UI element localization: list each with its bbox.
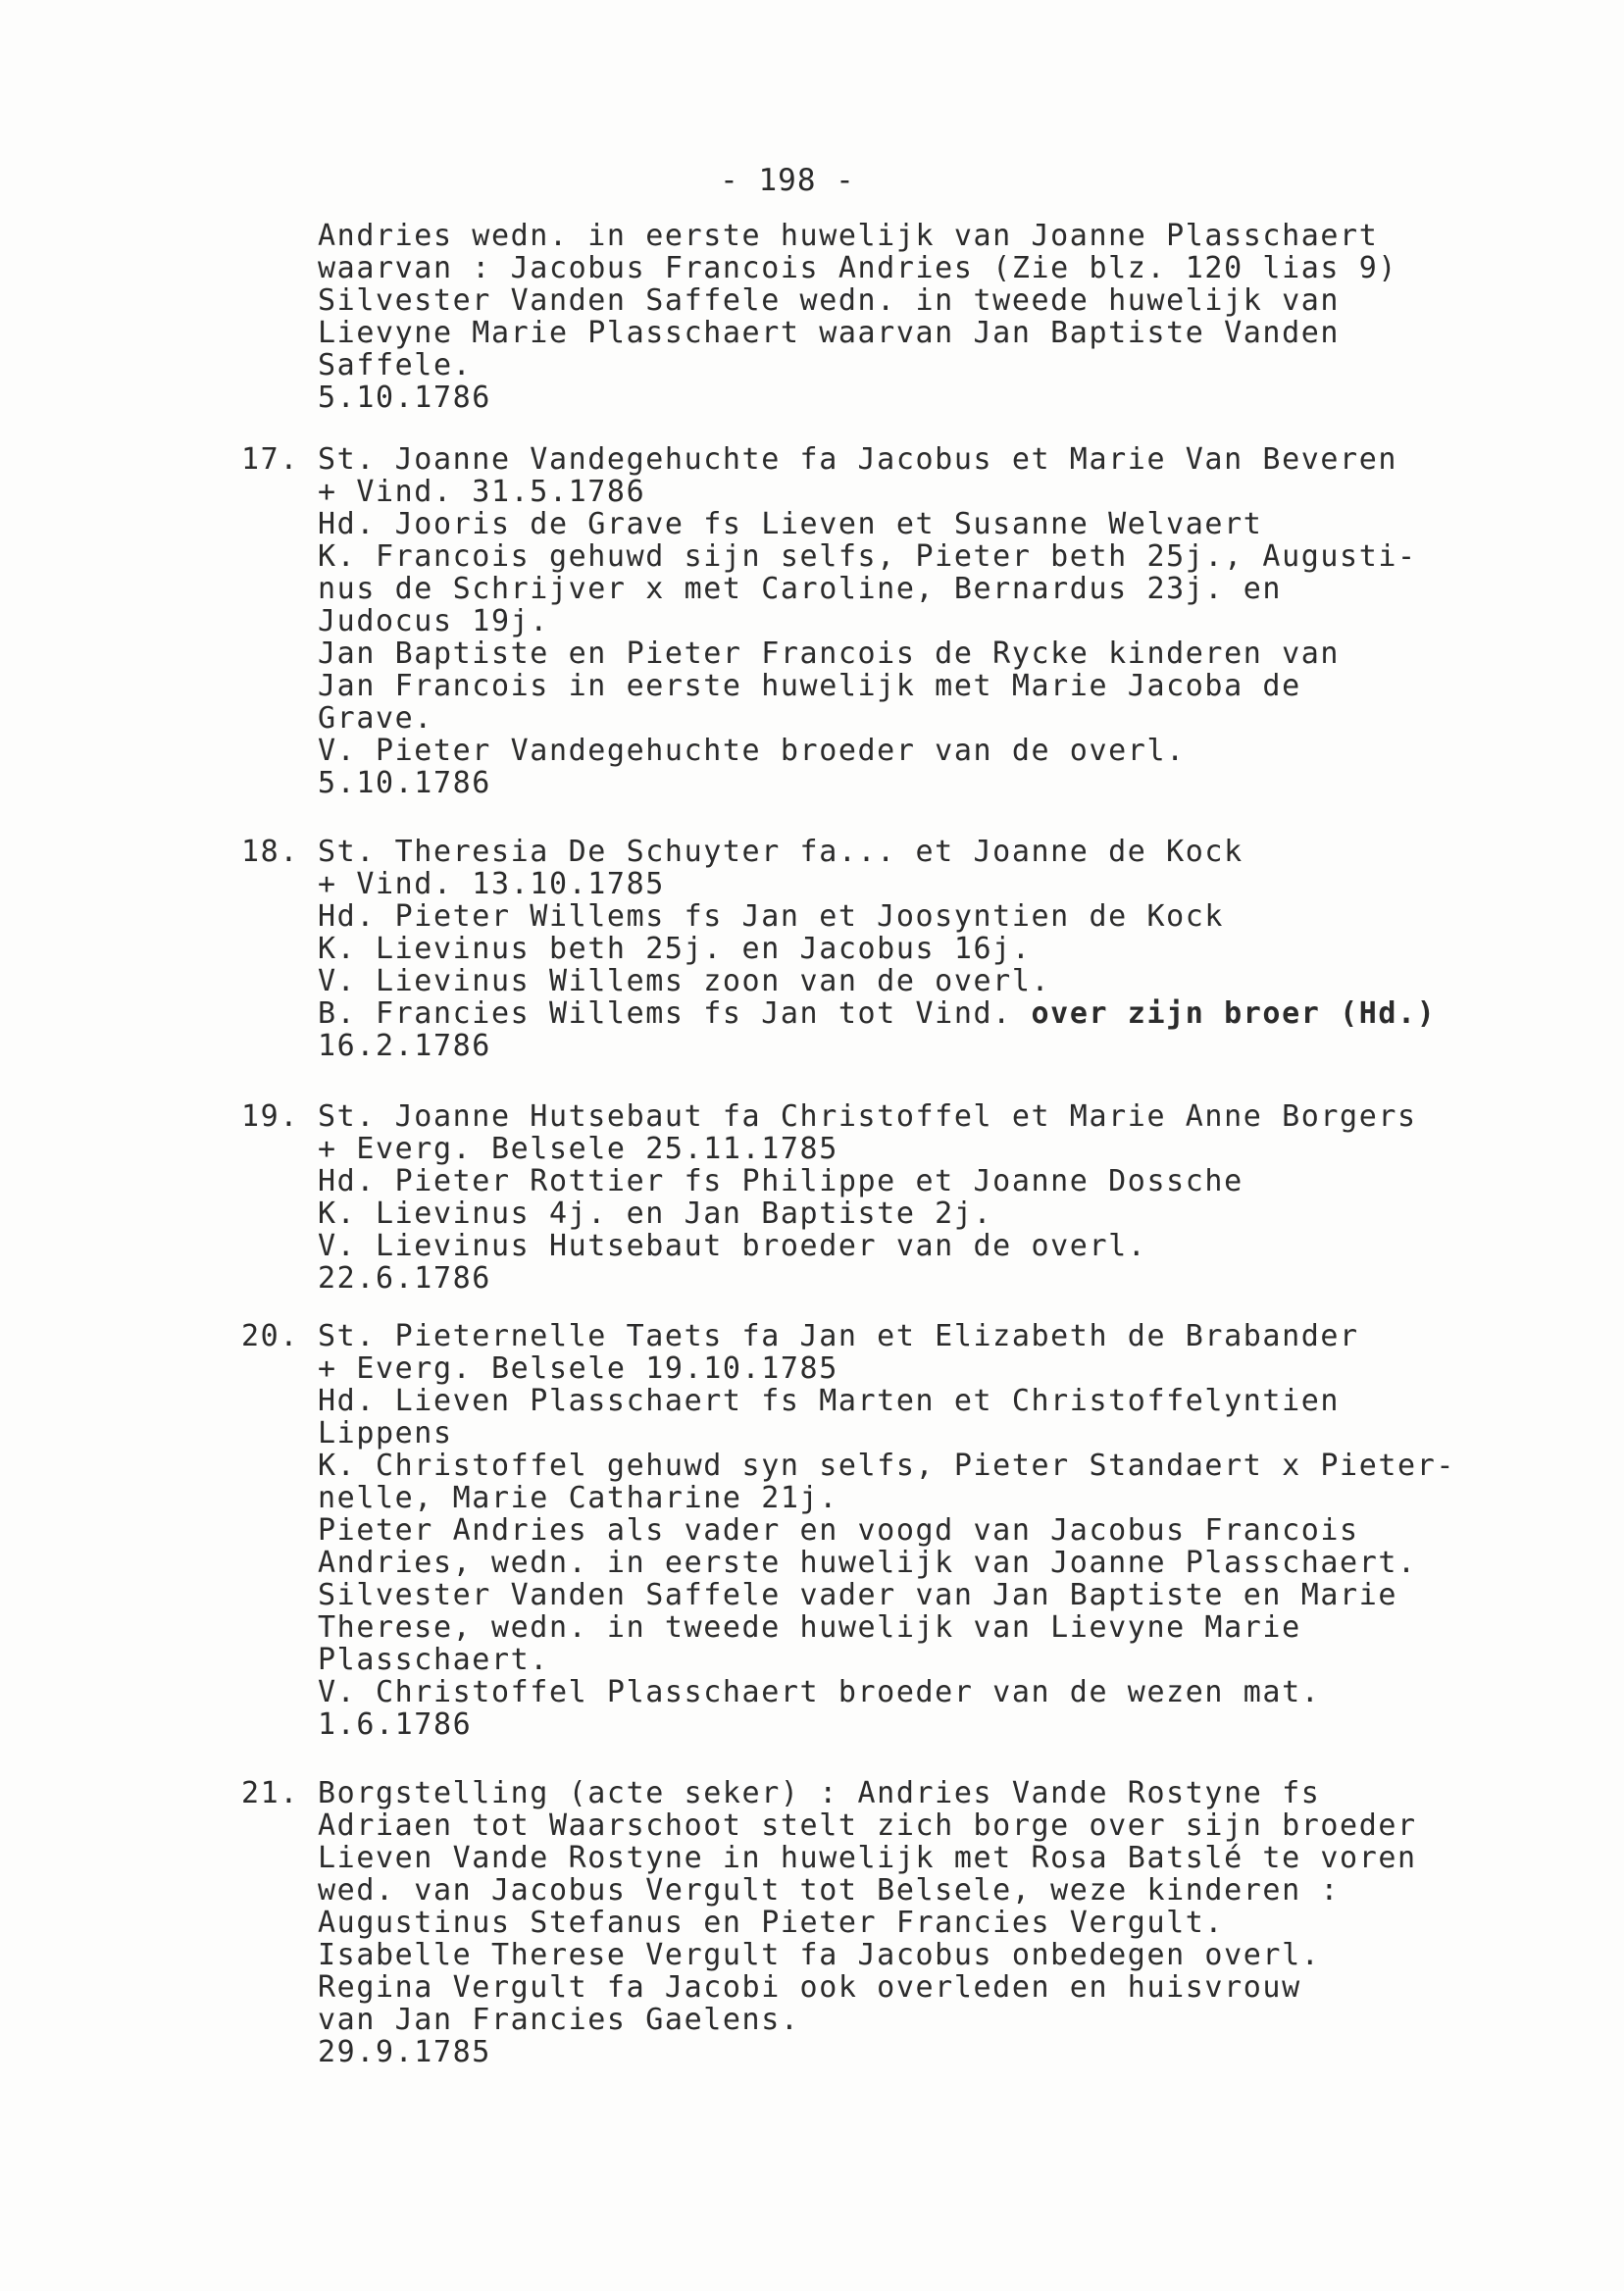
entry-18 xyxy=(241,835,1534,1063)
text-line: Saffele. xyxy=(318,348,473,382)
text-line: Lippens xyxy=(318,1416,453,1451)
text-line: Jan Francois in eerste huwelijk met Marie Jacoba de xyxy=(318,669,1301,703)
text-line: K. Lievinus 4j. en Jan Baptiste 2j. xyxy=(318,1196,993,1231)
date-line: 22.6.1786 xyxy=(318,1261,491,1296)
text-line: wed. van Jacobus Vergult tot Belsele, weze kinderen : xyxy=(318,1873,1341,1908)
entry-number: 19. xyxy=(241,1099,299,1134)
text-line: waarvan : Jacobus Francois Andries (Zie blz. 120 lias 9) xyxy=(318,251,1398,285)
text-line: St. Joanne Vandegehuchte fa Jacobus et Marie Van Beveren xyxy=(318,442,1398,477)
text-line: nelle, Marie Catharine 21j. xyxy=(318,1481,838,1515)
page-number: - 198 - xyxy=(720,163,855,198)
text-line xyxy=(318,997,1534,1030)
text-line: K. Francois gehuwd sijn selfs, Pieter beth 25j., Augusti- xyxy=(318,539,1417,574)
date-line: 16.2.1786 xyxy=(318,1029,491,1063)
text-line: Grave. xyxy=(318,701,433,736)
entry-17 xyxy=(241,442,1534,800)
date-line: 29.9.1785 xyxy=(318,2035,491,2069)
entry-number: 21. xyxy=(241,1776,299,1810)
text-line: van Jan Francies Gaelens. xyxy=(318,2003,800,2037)
date-line: 5.10.1786 xyxy=(318,381,491,415)
text-line: Judocus 19j. xyxy=(318,604,549,638)
text-line: St. Theresia De Schuyter fa... et Joanne de Kock xyxy=(318,835,1243,869)
entry-number: 20. xyxy=(241,1319,299,1353)
date-line: 1.6.1786 xyxy=(318,1707,473,1742)
text-line: Plasschaert. xyxy=(318,1643,549,1677)
text-line: Therese, wedn. in tweede huwelijk van Lievyne Marie xyxy=(318,1610,1301,1645)
b-line-text: B. Francies Willems fs Jan tot Vind. xyxy=(318,996,1012,1031)
text-line: Andries wedn. in eerste huwelijk van Joanne Plasschaert xyxy=(318,219,1379,253)
text-line: K. Christoffel gehuwd syn selfs, Pieter Standaert x Pieter- xyxy=(318,1449,1456,1483)
text-line: V. Lievinus Willems zoon van de overl. xyxy=(318,964,1051,998)
text-line: + Vind. 13.10.1785 xyxy=(318,867,665,901)
date-line: 5.10.1786 xyxy=(318,766,491,800)
text-line: Silvester Vanden Saffele wedn. in tweede huwelijk van xyxy=(318,283,1341,318)
text-line: Borgstelling (acte seker) : Andries Vande Rostyne fs xyxy=(318,1776,1321,1810)
entry-19 xyxy=(241,1099,1534,1296)
text-line: + Vind. 31.5.1786 xyxy=(318,475,646,509)
text-line: Pieter Andries als vader en voogd van Jacobus Francois xyxy=(318,1513,1359,1548)
text-line: Adriaen tot Waarschoot stelt zich borge over sijn broeder xyxy=(318,1808,1417,1843)
text-line: V. Lievinus Hutsebaut broeder van de overl. xyxy=(318,1229,1147,1263)
text-line: Jan Baptiste en Pieter Francois de Rycke kinderen van xyxy=(318,636,1341,671)
text-line: Hd. Pieter Rottier fs Philippe et Joanne Dossche xyxy=(318,1164,1243,1198)
text-line: St. Joanne Hutsebaut fa Christoffel et Marie Anne Borgers xyxy=(318,1099,1417,1134)
text-line: Hd. Jooris de Grave fs Lieven et Susanne Welvaert xyxy=(318,507,1263,541)
entry-20 xyxy=(241,1319,1534,1742)
text-line: Andries, wedn. in eerste huwelijk van Joanne Plasschaert. xyxy=(318,1546,1417,1580)
text-line: Silvester Vanden Saffele vader van Jan Baptiste en Marie xyxy=(318,1578,1398,1612)
entry-number: 18. xyxy=(241,835,299,869)
text-line: V. Pieter Vandegehuchte broeder van de overl. xyxy=(318,734,1186,768)
text-line: Lievyne Marie Plasschaert waarvan Jan Baptiste Vanden xyxy=(318,316,1341,350)
entry-number: 17. xyxy=(241,442,299,477)
text-line: K. Lievinus beth 25j. en Jacobus 16j. xyxy=(318,932,1032,966)
text-line: Hd. Pieter Willems fs Jan et Joosyntien de Kock xyxy=(318,899,1225,934)
text-line: Augustinus Stefanus en Pieter Francies Vergult. xyxy=(318,1906,1225,1940)
text-line: Regina Vergult fa Jacobi ook overleden en huisvrouw xyxy=(318,1970,1301,2005)
text-line: V. Christoffel Plasschaert broeder van de wezen mat. xyxy=(318,1675,1321,1709)
text-line: St. Pieternelle Taets fa Jan et Elizabeth de Brabander xyxy=(318,1319,1359,1353)
intro-paragraph xyxy=(318,220,1534,414)
text-line: Hd. Lieven Plasschaert fs Marten et Christoffelyntien xyxy=(318,1384,1341,1418)
text-line: + Everg. Belsele 25.11.1785 xyxy=(318,1132,838,1166)
text-line: + Everg. Belsele 19.10.1785 xyxy=(318,1351,838,1386)
text-line: nus de Schrijver x met Caroline, Bernardus 23j. en xyxy=(318,572,1283,606)
b-line-bold-text: over zijn broer (Hd.) xyxy=(1011,996,1437,1031)
entry-21 xyxy=(241,1776,1534,2069)
text-line: Isabelle Therese Vergult fa Jacobus onbedegen overl. xyxy=(318,1938,1321,1972)
text-line: Lieven Vande Rostyne in huwelijk met Rosa Batslé te voren xyxy=(318,1841,1417,1875)
